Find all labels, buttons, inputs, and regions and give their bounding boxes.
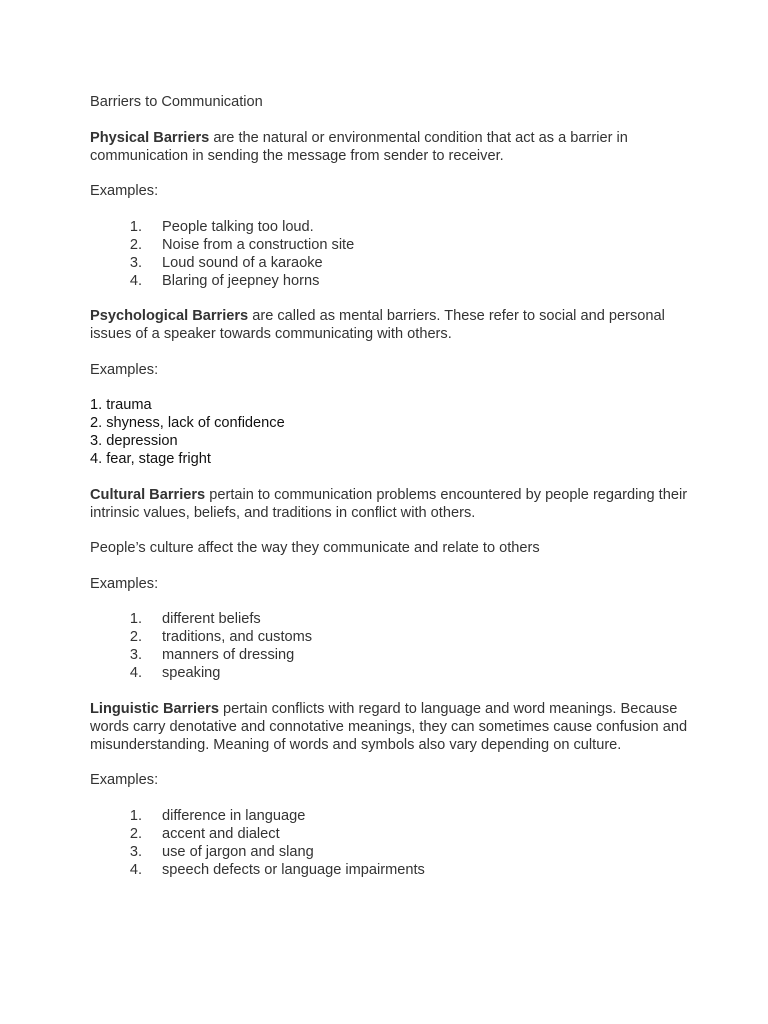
psychological-term: Psychological Barriers (90, 308, 249, 324)
list-item-text: People talking too loud. (162, 218, 314, 235)
list-item-text: Loud sound of a karaoke (162, 254, 323, 271)
list-number: 4 . (126, 664, 142, 682)
list-item-text: traditions, and customs (162, 629, 313, 645)
psychological-definition (90, 307, 690, 343)
linguistic-definition-text: pertain conflicts with regard to language and word meanings. Because words carry denotative and connotative meanings, they can sometimes cause confusion and misunderstanding. Meaning of words and symbols also vary depending on culture. (90, 700, 688, 753)
list-number: 3 . (126, 646, 142, 664)
list-item (90, 861, 690, 879)
linguistic-examples-label: Examples: (90, 772, 159, 788)
linguistic-definition (90, 700, 690, 754)
list-number: 4 . (126, 272, 142, 290)
list-item (90, 236, 690, 254)
list-item (90, 218, 690, 236)
list-item (90, 646, 690, 664)
cultural-examples-label: Examples: (90, 575, 159, 592)
list-item (90, 628, 690, 646)
list-number: 1 . (126, 610, 142, 628)
list-number: 1 . (126, 807, 142, 825)
document-page (90, 93, 690, 896)
document-title: Barriers to Communication (90, 94, 263, 110)
list-item: 2. shyness, lack of confidence (90, 415, 285, 431)
list-item: 1. trauma (90, 397, 152, 413)
list-item: 4. fear, stage fright (90, 451, 211, 467)
list-number: 2 . (126, 236, 142, 254)
list-item (90, 807, 690, 825)
cultural-definition-text: pertain to communication problems encountered by people regarding their intrinsic values, beliefs, and traditions in conflict with others. (90, 486, 688, 521)
list-item-text: accent and dialect (162, 825, 280, 842)
physical-definition-text: are the natural or environmental condition that act as a barrier in communication in sending the message from sender to receiver. (90, 129, 628, 164)
list-item-text: Blaring of jeepney horns (162, 272, 320, 289)
list-item-text: use of jargon and slang (162, 843, 314, 860)
list-item-text: speech defects or language impairments (162, 861, 425, 878)
list-item: 3. depression (90, 433, 178, 449)
list-item (90, 610, 690, 628)
list-item (90, 272, 690, 290)
list-item (90, 843, 690, 861)
list-item-text: manners of dressing (162, 647, 295, 663)
cultural-examples-list (90, 610, 690, 682)
psychological-examples-label: Examples: (90, 361, 159, 378)
list-item-text: difference in language (162, 807, 306, 824)
list-number: 3 . (126, 254, 142, 272)
physical-definition (90, 129, 690, 165)
list-number: 2 . (126, 825, 142, 843)
list-item-text: speaking (162, 665, 221, 681)
cultural-note: People’s culture affect the way they communicate and relate to others (90, 540, 540, 556)
list-number: 3 . (126, 843, 142, 861)
physical-examples-label: Examples: (90, 183, 159, 199)
list-number: 1 . (126, 218, 142, 236)
physical-term: Physical Barriers (90, 129, 210, 146)
list-number: 2 . (126, 628, 142, 646)
psychological-definition-text: are called as mental barriers. These refer to social and personal issues of a speaker towards communicating with others. (90, 308, 665, 342)
linguistic-examples-list (90, 807, 690, 879)
list-item-text: different beliefs (162, 611, 261, 627)
list-item (90, 664, 690, 682)
cultural-term: Cultural Barriers (90, 486, 206, 503)
linguistic-term: Linguistic Barriers (90, 700, 219, 717)
list-item-text: Noise from a construction site (162, 236, 355, 253)
list-item (90, 254, 690, 272)
physical-examples-list (90, 218, 690, 290)
cultural-definition (90, 486, 690, 522)
list-item (90, 825, 690, 843)
psychological-examples-list (90, 396, 690, 468)
list-number: 4 . (126, 861, 142, 879)
